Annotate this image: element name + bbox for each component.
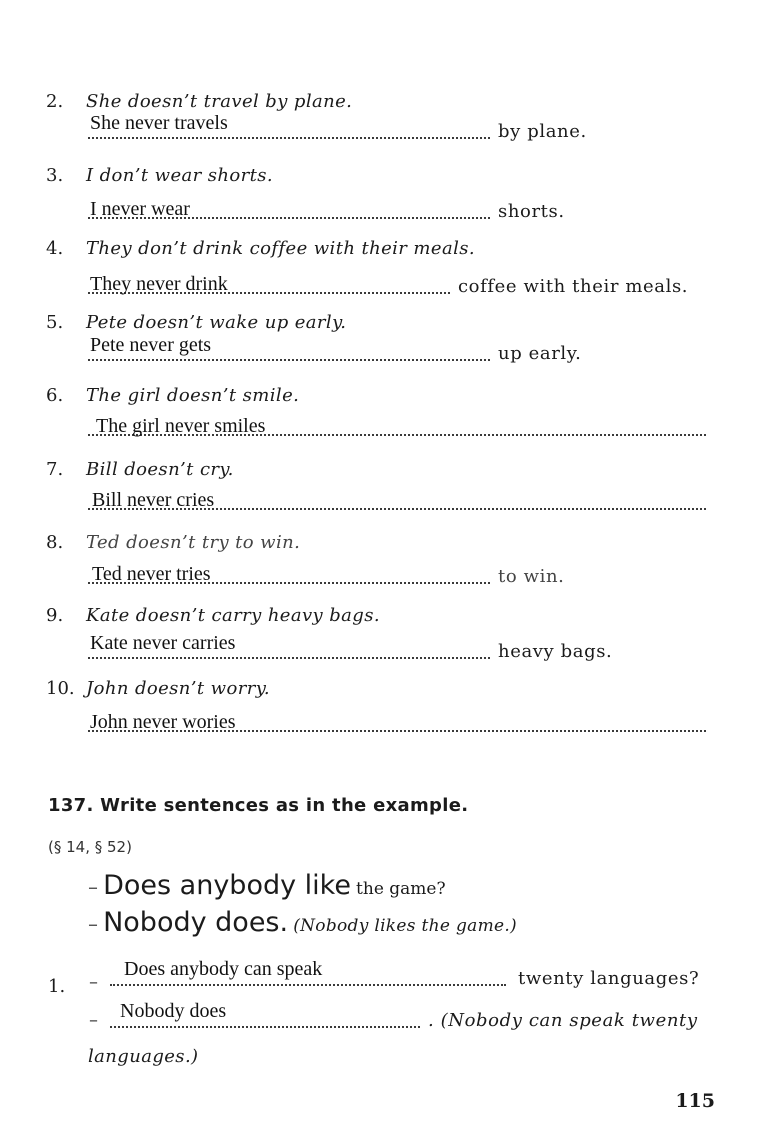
item-tail-text: heavy bags. bbox=[498, 641, 613, 662]
item-prompt: The girl doesn’t smile. bbox=[86, 385, 300, 406]
handwritten-answer: I never wear bbox=[90, 198, 190, 220]
item-number: 8. bbox=[46, 532, 64, 553]
example-question-large: Does anybody like bbox=[103, 870, 351, 901]
item-prompt: Bill doesn’t cry. bbox=[86, 459, 234, 480]
page-number: 115 bbox=[675, 1090, 715, 1112]
answer-line bbox=[88, 706, 708, 736]
answer-line bbox=[88, 113, 598, 143]
handwritten-answer: John never wories bbox=[90, 711, 236, 733]
dialogue-dash: – bbox=[88, 912, 98, 936]
answer-line bbox=[88, 193, 598, 223]
handwritten-answer: She never travels bbox=[90, 112, 228, 134]
handwritten-answer: The girl never smiles bbox=[96, 415, 266, 437]
answer-line bbox=[88, 410, 708, 440]
answer-line bbox=[110, 1000, 720, 1034]
item-number: 4. bbox=[46, 238, 64, 259]
example-question-small: the game? bbox=[356, 879, 446, 899]
item-number: 1. bbox=[48, 976, 66, 997]
item-number: 3. bbox=[46, 165, 64, 186]
answer-line bbox=[88, 335, 598, 365]
exercise-heading: 137. Write sentences as in the example. bbox=[48, 795, 469, 816]
item-prompt: They don’t drink coffee with their meals. bbox=[86, 238, 475, 259]
answer-line bbox=[88, 484, 708, 514]
dialogue-dash: – bbox=[89, 1010, 98, 1031]
dotted-line bbox=[88, 359, 490, 361]
item-tail-text: shorts. bbox=[498, 201, 565, 222]
dotted-line bbox=[88, 137, 490, 139]
handwritten-answer: Pete never gets bbox=[90, 334, 212, 356]
example-answer bbox=[88, 907, 517, 938]
item-prompt: She doesn’t travel by plane. bbox=[86, 91, 353, 112]
item-tail-text: by plane. bbox=[498, 121, 587, 142]
handwritten-answer: Nobody does bbox=[120, 1000, 227, 1022]
handwritten-answer: Does anybody can speak bbox=[124, 958, 323, 980]
item-prompt: Ted doesn’t try to win. bbox=[86, 532, 301, 553]
item-number: 2. bbox=[46, 91, 64, 112]
grammar-reference: (§ 14, § 52) bbox=[48, 838, 132, 856]
dotted-line bbox=[110, 984, 506, 986]
handwritten-answer: Ted never tries bbox=[92, 563, 211, 585]
item-tail-text: . (Nobody can speak twenty bbox=[428, 1010, 698, 1031]
dialogue-dash: – bbox=[88, 875, 98, 899]
handwritten-answer: They never drink bbox=[90, 273, 228, 295]
example-answer-large: Nobody does. bbox=[103, 907, 289, 938]
item-tail-continued: languages.) bbox=[88, 1046, 199, 1067]
item-number: 7. bbox=[46, 459, 64, 480]
dialogue-dash: – bbox=[89, 972, 98, 993]
answer-line bbox=[88, 633, 628, 663]
item-prompt: I don’t wear shorts. bbox=[86, 165, 274, 186]
item-tail-text: up early. bbox=[498, 343, 582, 364]
item-number: 5. bbox=[46, 312, 64, 333]
example-answer-paren: (Nobody likes the game.) bbox=[293, 916, 517, 936]
item-number: 9. bbox=[46, 605, 64, 626]
item-prompt: Kate doesn’t carry heavy bags. bbox=[86, 605, 380, 626]
item-number: 6. bbox=[46, 385, 64, 406]
item-prompt: John doesn’t worry. bbox=[86, 678, 271, 699]
answer-line bbox=[88, 558, 598, 588]
item-tail-text: coffee with their meals. bbox=[458, 276, 689, 297]
answer-line bbox=[110, 958, 720, 994]
item-prompt: Pete doesn’t wake up early. bbox=[86, 312, 347, 333]
dotted-line bbox=[88, 657, 490, 659]
handwritten-answer: Kate never carries bbox=[90, 632, 236, 654]
item-tail-text: to win. bbox=[498, 566, 565, 587]
item-number: 10. bbox=[46, 678, 75, 699]
dotted-line bbox=[110, 1026, 420, 1028]
item-tail-text: twenty languages? bbox=[518, 968, 700, 989]
answer-line bbox=[88, 268, 708, 298]
example-question bbox=[88, 870, 446, 901]
handwritten-answer: Bill never cries bbox=[92, 489, 215, 511]
